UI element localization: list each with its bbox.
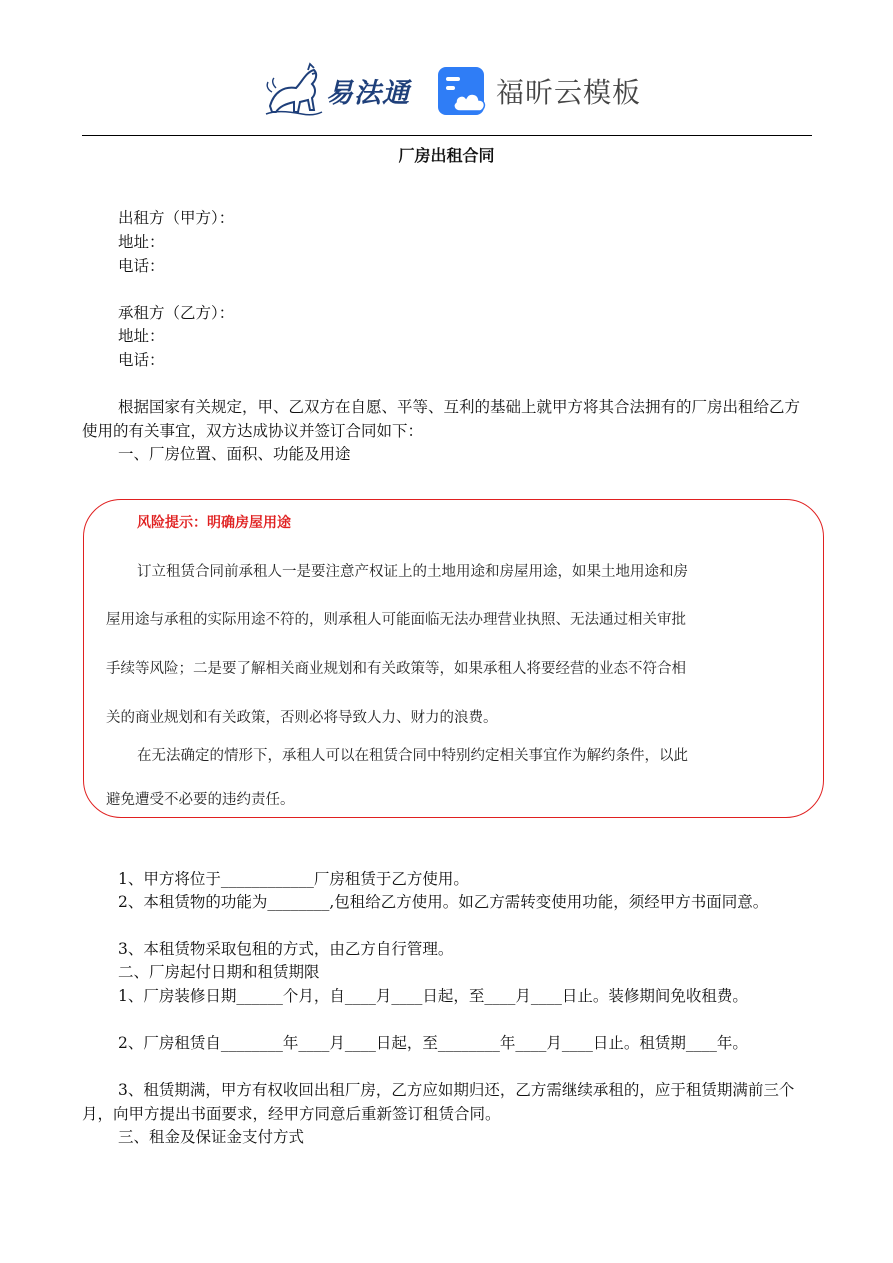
clause-1-2: 2、本租赁物的功能为________,包租给乙方使用。如乙方需转变使用功能，须经甲方书面同意。 bbox=[118, 893, 769, 911]
lessor-address: 地址： bbox=[118, 233, 165, 251]
header bbox=[0, 60, 893, 122]
risk-line: 订立租赁合同前承租人一是要注意产权证上的土地用途和房屋用途，如果土地用途和房 bbox=[137, 564, 688, 580]
header-divider bbox=[82, 135, 812, 136]
intro-paragraph: 根据国家有关规定，甲、乙双方在自愿、平等、互利的基础上就甲方将其合法拥有的厂房出租给乙方使用的有关事宜，双方达成协议并签订合同如下： bbox=[82, 398, 801, 440]
lessee-phone: 电话： bbox=[118, 351, 165, 369]
lessee-label: 承租方（乙方）： bbox=[118, 304, 235, 322]
risk-line: 关的商业规划和有关政策，否则必将导致人力、财力的浪费。 bbox=[106, 710, 498, 726]
lessor-label: 出租方（甲方）： bbox=[118, 209, 235, 227]
clause-1-3: 3、本租赁物采取包租的方式，由乙方自行管理。 bbox=[118, 940, 454, 958]
clause-1-1: 1、甲方将位于____________厂房租赁于乙方使用。 bbox=[118, 870, 469, 888]
document-title: 厂房出租合同 bbox=[398, 146, 495, 165]
horse-icon bbox=[262, 62, 324, 118]
clause-2-3: 3、租赁期满，甲方有权收回出租厂房，乙方应如期归还，乙方需继续承租的，应于租赁期满前三个月，向甲方提出书面要求，经甲方同意后重新签订租赁合同。 bbox=[82, 1081, 795, 1123]
clause-2-1: 1、厂房装修日期______个月，自____月____日起，至____月____日止。装修期间免收租费。 bbox=[118, 987, 748, 1005]
risk-notice-box bbox=[83, 499, 824, 818]
risk-title: 风险提示：明确房屋用途 bbox=[137, 515, 291, 531]
logo2-text: 福昕云模板 bbox=[496, 76, 642, 109]
risk-line: 屋用途与承租的实际用途不符的，则承租人可能面临无法办理营业执照、无法通过相关审批 bbox=[106, 612, 686, 628]
section-1-heading: 一、厂房位置、面积、功能及用途 bbox=[118, 445, 351, 463]
section-2-heading: 二、厂房起付日期和租赁期限 bbox=[118, 963, 320, 981]
risk-line: 手续等风险；二是要了解相关商业规划和有关政策等，如果承租人将要经营的业态不符合相 bbox=[106, 661, 686, 677]
lessor-phone: 电话： bbox=[118, 257, 165, 275]
lessee-address: 地址： bbox=[118, 327, 165, 345]
risk-line: 避免遭受不必要的违约责任。 bbox=[106, 792, 295, 808]
section-3-heading: 三、租金及保证金支付方式 bbox=[118, 1128, 305, 1146]
clause-2-2: 2、厂房租赁自________年____月____日起，至________年____月____日止。租赁期____年。 bbox=[118, 1034, 748, 1052]
cloud-document-icon bbox=[436, 65, 488, 117]
yifatong-logo bbox=[262, 62, 414, 118]
logo1-text: 易法通 bbox=[326, 77, 410, 109]
risk-line: 在无法确定的情形下，承租人可以在租赁合同中特别约定相关事宜作为解约条件，以此 bbox=[137, 748, 688, 764]
fuxin-logo bbox=[436, 65, 641, 117]
